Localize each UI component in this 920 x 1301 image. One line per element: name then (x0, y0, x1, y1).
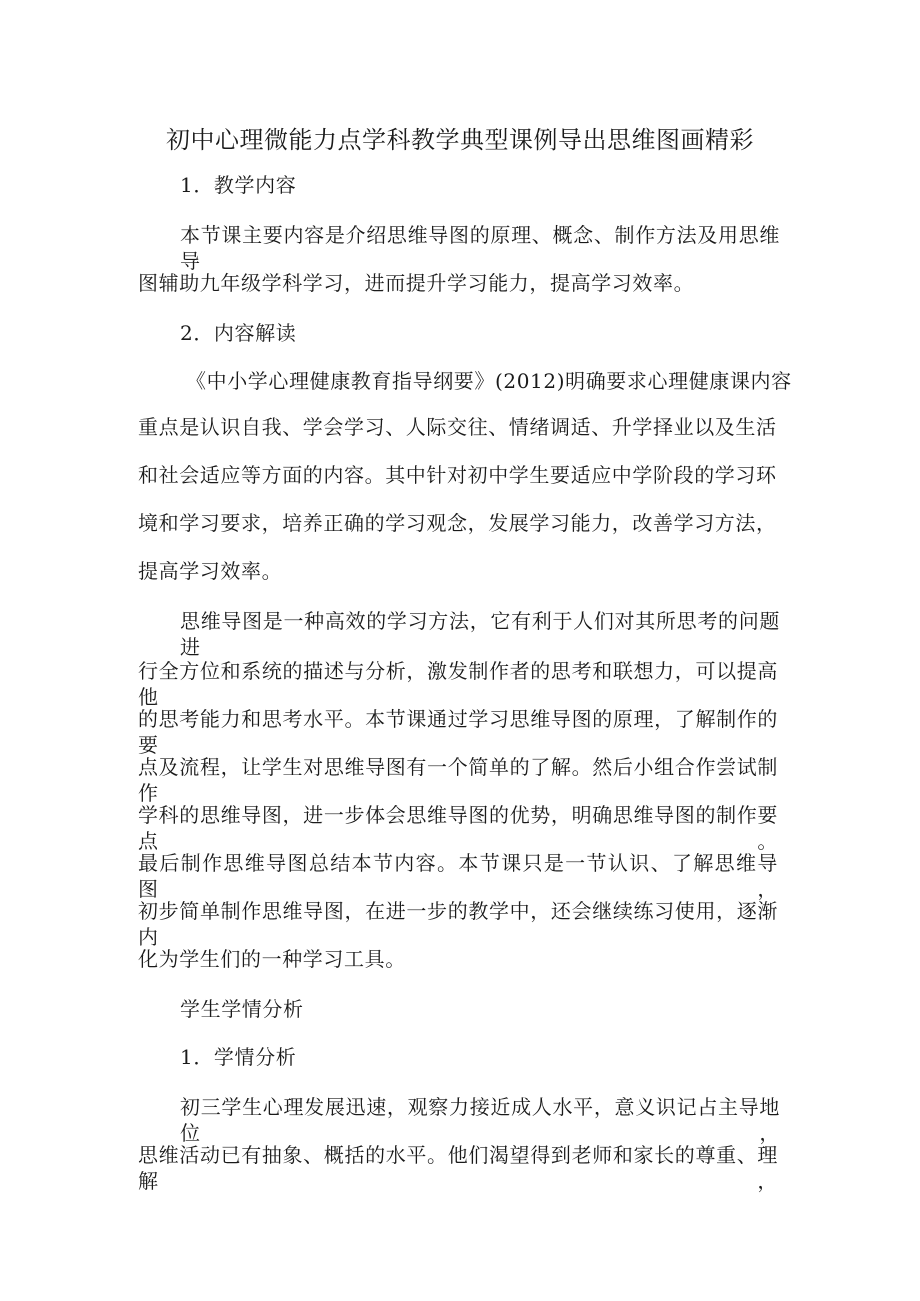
paragraph-line: 行全方位和系统的描述与分析，激发制作者的思考和联想力，可以提高他 (138, 659, 778, 709)
paragraph-line: 和社会适应等方面的内容。其中针对初中学生要适应中学阶段的学习环 (138, 463, 777, 487)
paragraph-line: 初三学生心理发展迅速，观察力接近成人水平，意义识记占主导地位， (180, 1095, 780, 1145)
paragraph-line: 最后制作思维导图总结本节内容。本节课只是一节认识、了解思维导图， (138, 851, 778, 901)
paragraph-line: 《中小学心理健康教育指导纲要》(2012)明确要求心理健康课内容 (186, 369, 792, 393)
sub-heading-learning-analysis: 1．学情分析 (180, 1045, 297, 1069)
paragraph-line: 图辅助九年级学科学习，进而提升学习能力，提高学习效率。 (138, 271, 695, 295)
section-heading-content-interpretation: 2．内容解读 (180, 321, 297, 345)
section-heading-student-analysis: 学生学情分析 (180, 997, 304, 1021)
document-title: 初中心理微能力点学科教学典型课例导出思维图画精彩 (166, 126, 754, 154)
paragraph-line: 本节课主要内容是介绍思维导图的原理、概念、制作方法及用思维导 (180, 223, 780, 273)
paragraph-line: 化为学生们的一种学习工具。 (138, 947, 406, 971)
paragraph-line: 思维导图是一种高效的学习方法，它有利于人们对其所思考的问题进 (180, 609, 780, 659)
paragraph-line: 学科的思维导图，进一步体会思维导图的优势，明确思维导图的制作要点。 (138, 803, 778, 853)
paragraph-line: 提高学习效率。 (138, 559, 283, 583)
section-heading-teaching-content: 1．教学内容 (180, 173, 297, 197)
paragraph-line: 思维活动已有抽象、概括的水平。他们渴望得到老师和家长的尊重、理解， (138, 1143, 778, 1193)
paragraph-line: 境和学习要求，培养正确的学习观念，发展学习能力，改善学习方法， (138, 511, 777, 535)
paragraph-line: 初步简单制作思维导图，在进一步的教学中，还会继续练习使用，逐渐内 (138, 899, 778, 949)
paragraph-line: 的思考能力和思考水平。本节课通过学习思维导图的原理，了解制作的要 (138, 707, 778, 757)
paragraph-line: 点及流程，让学生对思维导图有一个简单的了解。然后小组合作尝试制作 (138, 755, 778, 805)
paragraph-line: 重点是认识自我、学会学习、人际交往、情绪调适、升学择业以及生活 (138, 415, 777, 439)
